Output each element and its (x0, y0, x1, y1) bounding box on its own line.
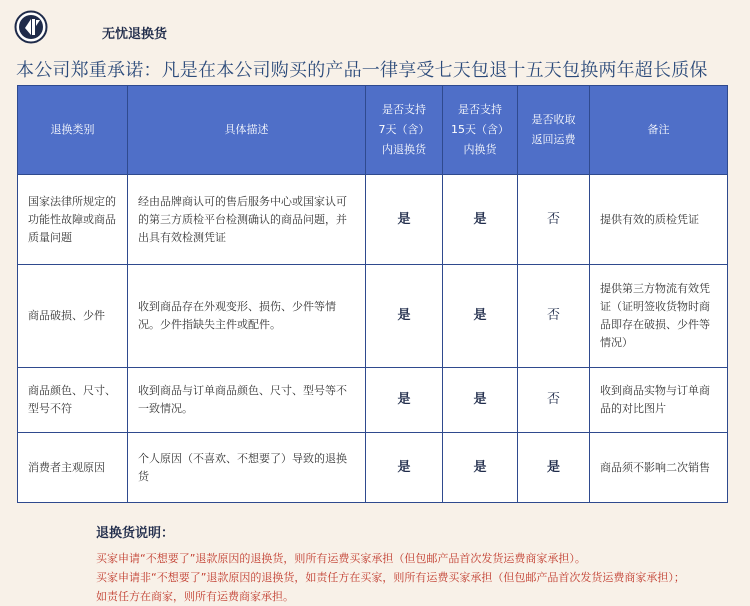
column-header (366, 86, 443, 175)
return-policy-table (17, 85, 728, 503)
table-row (18, 175, 728, 265)
exchange15-cell: 是 (443, 175, 518, 265)
notes-line: 如责任方在商家，则所有运费商家承担。 (96, 590, 294, 603)
brand-logo-icon (14, 10, 48, 44)
table-row (18, 433, 728, 503)
column-header (443, 86, 518, 175)
table-header-row (18, 86, 728, 175)
column-header: 退换类别 (18, 86, 128, 175)
return7-cell: 是 (366, 265, 443, 368)
exchange15-cell: 是 (443, 433, 518, 503)
column-header-line: 返回运费 (531, 133, 576, 146)
shipping-cell: 否 (518, 265, 590, 368)
column-header-line: 7天（含） (378, 123, 430, 136)
description-cell: 个人原因（不喜欢、不想要了）导致的退换货 (128, 433, 366, 503)
exchange15-cell: 是 (443, 265, 518, 368)
column-header (518, 86, 590, 175)
table-row (18, 265, 728, 368)
column-header-line: 是否支持 (458, 103, 502, 116)
return7-cell: 是 (366, 175, 443, 265)
notes-line: 买家申请“不想要了”退款原因的退换货，则所有运费买家承担（但包邮产品首次发货运费商家承担）。 (96, 552, 586, 565)
column-header: 具体描述 (128, 86, 366, 175)
category-cell: 商品破损、少件 (18, 265, 128, 368)
column-header-line: 内换货 (463, 143, 497, 156)
category-cell: 国家法律所规定的功能性故障或商品质量问题 (18, 175, 128, 265)
category-cell: 消费者主观原因 (18, 433, 128, 503)
column-header: 备注 (590, 86, 728, 175)
column-header-line: 内退换货 (382, 143, 426, 156)
note-cell: 提供有效的质检凭证 (590, 175, 728, 265)
description-cell: 经由品牌商认可的售后服务中心或国家认可的第三方质检平台检测确认的商品问题，并出具有效检测凭证 (128, 175, 366, 265)
promise-banner: 本公司郑重承诺：凡是在本公司购买的产品一律享受七天包退十五天包换两年超长质保 (16, 60, 708, 81)
return7-cell: 是 (366, 368, 443, 433)
return-notes (96, 522, 746, 606)
exchange15-cell: 是 (443, 368, 518, 433)
category-cell: 商品颜色、尺寸、型号不符 (18, 368, 128, 433)
header-title: 无忧退换货 (102, 27, 168, 42)
column-header-line: 是否收取 (531, 113, 576, 126)
table-row (18, 368, 728, 433)
note-cell: 提供第三方物流有效凭证（证明签收货物时商品即存在破损、少件等情况） (590, 265, 728, 368)
description-cell: 收到商品存在外观变形、损伤、少件等情况。少件指缺失主件或配件。 (128, 265, 366, 368)
column-header-line: 15天（含） (451, 123, 509, 136)
shipping-cell: 否 (518, 175, 590, 265)
shipping-cell: 是 (518, 433, 590, 503)
note-cell: 收到商品实物与订单商品的对比图片 (590, 368, 728, 433)
notes-line: 买家申请非“不想要了”退款原因的退换货，如责任方在买家，则所有运费买家承担（但包邮产品首次发货运费商家承担）； (96, 571, 685, 584)
column-header-line: 是否支持 (382, 103, 426, 116)
shipping-cell: 否 (518, 368, 590, 433)
description-cell: 收到商品与订单商品颜色、尺寸、型号等不一致情况。 (128, 368, 366, 433)
header (14, 10, 414, 50)
return7-cell: 是 (366, 433, 443, 503)
note-cell: 商品须不影响二次销售 (590, 433, 728, 503)
notes-title: 退换货说明： (96, 526, 175, 541)
